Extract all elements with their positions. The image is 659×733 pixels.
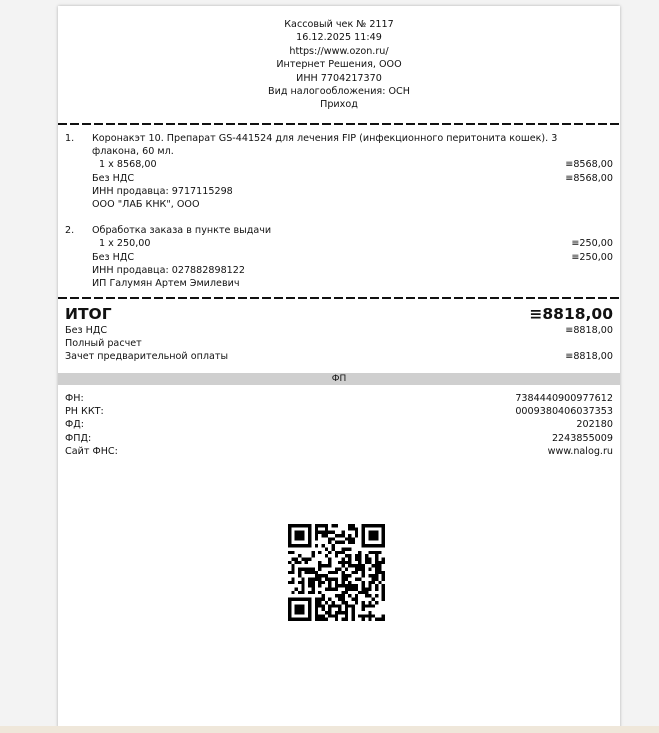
company-inn: ИНН 7704217370	[296, 72, 382, 84]
item-name: Обработка заказа в пункте выдачи	[92, 225, 272, 237]
item-vat-sum: ≡8568,00	[565, 172, 613, 184]
fiscal-value: 2243855009	[551, 432, 613, 444]
tax-system: Вид налогообложения: ОСН	[268, 85, 410, 97]
fiscal-value: www.nalog.ru	[547, 445, 613, 457]
fiscal-value: 202180	[576, 419, 613, 431]
total-vat-row	[65, 324, 613, 337]
receipt-title: Кассовый чек № 2117	[284, 19, 394, 30]
fiscal-label: ФД:	[65, 419, 84, 431]
seller-site: https://www.ozon.ru/	[289, 45, 389, 57]
fiscal-row-fn	[65, 392, 613, 405]
item-vat-row	[92, 251, 613, 264]
fiscal-value: 0009380406037353	[515, 406, 613, 418]
fiscal-row-rn-kkt	[65, 405, 613, 418]
bottom-strip	[0, 726, 659, 733]
prepay-row	[65, 350, 613, 363]
item-qty-row	[92, 158, 613, 171]
fiscal-row-fpd	[65, 432, 613, 445]
fiscal-label: ФН:	[65, 393, 84, 404]
fiscal-label: РН ККТ:	[65, 406, 104, 418]
fiscal-label: Сайт ФНС:	[65, 445, 118, 457]
total-value: ≡8818,00	[529, 305, 613, 323]
fiscal-label: ФПД:	[65, 432, 92, 444]
receipt-datetime: 16.12.2025 11:49	[296, 32, 382, 44]
fp-bar: ФП	[58, 373, 620, 385]
item-vat-sum: ≡250,00	[571, 251, 613, 263]
prepay-value: ≡8818,00	[565, 351, 613, 363]
item-seller-name: ООО "ЛАБ КНК", ООО	[92, 199, 200, 211]
item-qty: 1 x 8568,00	[99, 159, 157, 171]
receipt	[58, 6, 620, 733]
total-vat-label: Без НДС	[65, 325, 108, 336]
item-name: Коронакэт 10. Препарат GS-441524 для лечения FIP (инфекционного перитонита кошек). 3	[92, 133, 558, 144]
item-qty: 1 x 250,00	[99, 238, 151, 250]
divider	[58, 297, 620, 299]
prepay-label: Зачет предварительной оплаты	[65, 351, 229, 363]
fiscal-row-fns-site	[65, 445, 613, 458]
item-seller-inn: ИНН продавца: 9717115298	[92, 185, 233, 197]
total-row	[65, 305, 613, 324]
item-seller-name: ИП Галумян Артем Эмилевич	[92, 278, 240, 290]
fiscal-value: 7384440900977612	[515, 393, 613, 404]
item-qty-row	[92, 237, 613, 250]
item-vat-label: Без НДС	[92, 251, 135, 263]
items-list	[65, 132, 613, 290]
item-name-continued: флакона, 60 мл.	[92, 146, 174, 158]
fiscal-data	[65, 392, 613, 458]
item-seller-inn: ИНН продавца: 027882898122	[92, 264, 245, 276]
item-number: 1.	[65, 133, 75, 144]
item-vat-row	[92, 172, 613, 185]
item-vat-label: Без НДС	[92, 172, 135, 184]
item-number: 2.	[65, 225, 75, 237]
item-sum: ≡8568,00	[565, 159, 613, 171]
list-item	[65, 132, 613, 211]
divider	[58, 123, 620, 125]
operation-type: Приход	[320, 99, 358, 111]
fiscal-row-fd	[65, 418, 613, 431]
item-sum: ≡250,00	[571, 238, 613, 250]
list-item	[65, 224, 613, 290]
qr-code-icon	[288, 524, 385, 621]
total-label: ИТОГ	[65, 305, 112, 323]
totals-section	[65, 305, 613, 364]
company-name: Интернет Решения, ООО	[276, 59, 402, 71]
payment-type: Полный расчет	[65, 338, 142, 350]
total-vat-value: ≡8818,00	[565, 325, 613, 336]
receipt-header	[58, 18, 620, 112]
